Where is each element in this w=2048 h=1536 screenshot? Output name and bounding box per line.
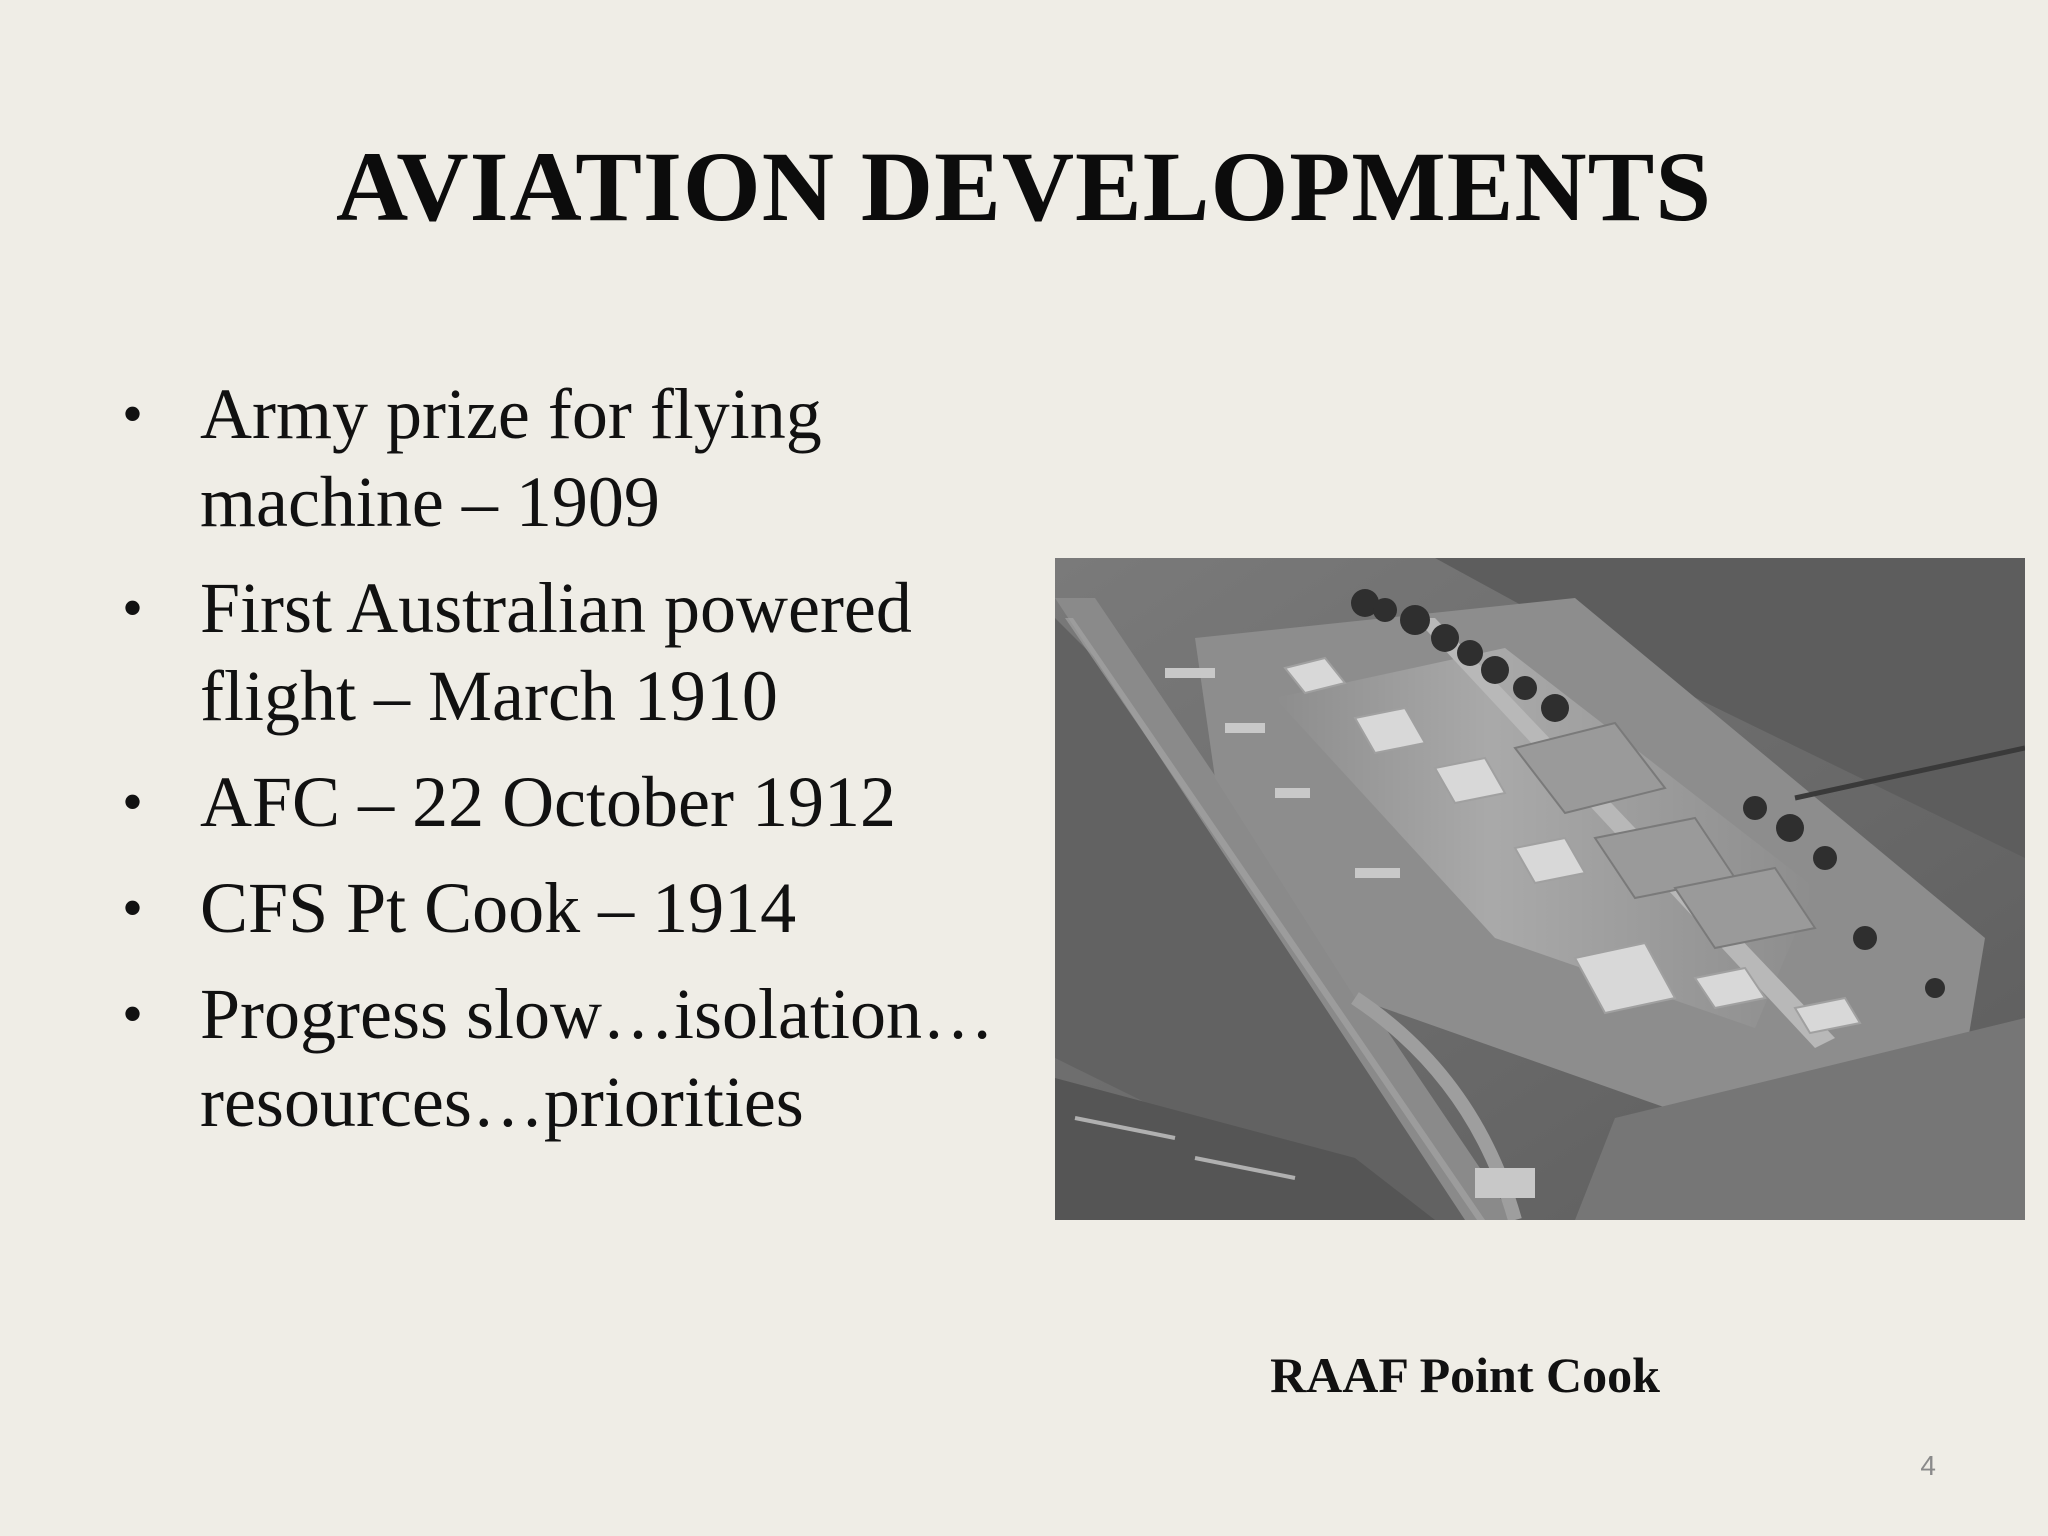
bullet-text: Progress slow…isolation… resources…priorities	[200, 974, 995, 1142]
bullet-item	[120, 370, 1020, 546]
aerial-photo-raaf-point-cook	[1055, 558, 2025, 1220]
aerial-photo-illustration	[1055, 558, 2025, 1220]
bullet-item	[120, 564, 1020, 740]
bullet-text: AFC – 22 October 1912	[200, 762, 896, 842]
bullet-icon: •	[122, 575, 144, 641]
bullet-item	[120, 970, 1020, 1146]
bullet-icon: •	[122, 981, 144, 1047]
bullet-icon: •	[122, 769, 144, 835]
bullet-text: First Australian powered flight – March 1910	[200, 568, 912, 736]
slide-title: AVIATION DEVELOPMENTS	[336, 131, 1712, 242]
bullet-item	[120, 758, 1020, 846]
bullet-item	[120, 864, 1020, 952]
bullet-text: Army prize for flying machine – 1909	[200, 374, 822, 542]
bullet-icon: •	[122, 875, 144, 941]
bullet-list	[120, 370, 1020, 1164]
bullet-text: CFS Pt Cook – 1914	[200, 868, 797, 948]
slide-number: 4	[1920, 1450, 1936, 1481]
bullet-icon: •	[122, 381, 144, 447]
photo-caption: RAAF Point Cook	[1270, 1347, 1660, 1403]
